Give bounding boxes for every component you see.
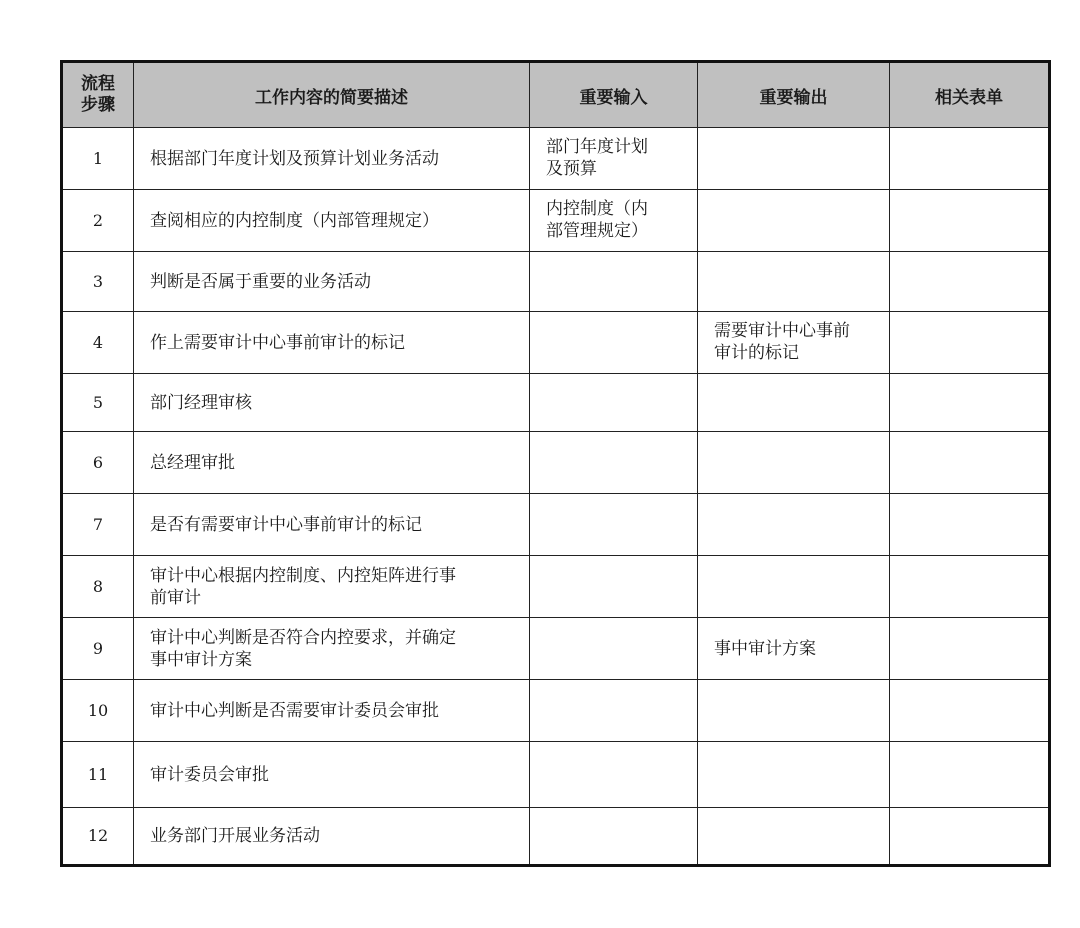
cell-output	[698, 312, 890, 374]
table-header-row	[62, 62, 1050, 128]
cell-forms	[890, 618, 1050, 680]
cell-description-text: 是否有需要审计中心事前审计的标记	[150, 514, 422, 535]
header-description: 工作内容的简要描述	[134, 62, 530, 128]
cell-description-text: 部门经理审核	[150, 392, 252, 413]
cell-output	[698, 190, 890, 252]
cell-description-text: 业务部门开展业务活动	[150, 826, 320, 846]
cell-forms	[890, 374, 1050, 432]
header-input: 重要输入	[530, 62, 698, 128]
cell-forms	[890, 252, 1050, 312]
cell-description-text: 根据部门年度计划及预算计划业务活动	[150, 148, 439, 169]
cell-forms	[890, 742, 1050, 808]
cell-description	[134, 252, 530, 312]
cell-description	[134, 494, 530, 556]
cell-output-text: 需要审计中心事前 审计的标记	[714, 321, 850, 363]
cell-forms	[890, 680, 1050, 742]
table-row	[62, 128, 1050, 190]
cell-description-text: 总经理审批	[150, 452, 235, 473]
cell-output	[698, 252, 890, 312]
header-output: 重要输出	[698, 62, 890, 128]
cell-description	[134, 128, 530, 190]
cell-output	[698, 618, 890, 680]
cell-description-text: 审计中心根据内控制度、内控矩阵进行事 前审计	[150, 565, 456, 608]
cell-output	[698, 128, 890, 190]
cell-description-text: 审计委员会审批	[150, 764, 269, 785]
cell-input	[530, 190, 698, 252]
cell-forms	[890, 312, 1050, 374]
cell-step	[62, 128, 134, 190]
cell-forms	[890, 190, 1050, 252]
cell-forms	[890, 808, 1050, 866]
cell-forms	[890, 556, 1050, 618]
header-step: 流程 步骤	[62, 62, 134, 128]
cell-step	[62, 618, 134, 680]
cell-forms	[890, 432, 1050, 494]
table-row	[62, 190, 1050, 252]
cell-input	[530, 252, 698, 312]
cell-description	[134, 556, 530, 618]
cell-output	[698, 494, 890, 556]
cell-description	[134, 808, 530, 866]
cell-input	[530, 494, 698, 556]
table-row	[62, 556, 1050, 618]
cell-description	[134, 190, 530, 252]
cell-step	[62, 680, 134, 742]
cell-description	[134, 312, 530, 374]
cell-forms	[890, 128, 1050, 190]
table-row	[62, 494, 1050, 556]
cell-input-text: 部门年度计划 及预算	[546, 137, 648, 179]
cell-output	[698, 680, 890, 742]
header-forms: 相关表单	[890, 62, 1050, 128]
cell-step-text: 2	[92, 210, 104, 230]
cell-output	[698, 556, 890, 618]
cell-step	[62, 432, 134, 494]
cell-description	[134, 618, 530, 680]
cell-step	[62, 494, 134, 556]
cell-step-text: 3	[92, 271, 104, 291]
cell-output	[698, 808, 890, 866]
cell-input	[530, 808, 698, 866]
table-row	[62, 808, 1050, 866]
cell-input	[530, 128, 698, 190]
table-row	[62, 432, 1050, 494]
cell-step-text: 6	[92, 452, 104, 472]
cell-step-text: 8	[92, 576, 104, 596]
cell-description-text: 判断是否属于重要的业务活动	[150, 271, 371, 292]
cell-output	[698, 432, 890, 494]
cell-step-text: 4	[92, 332, 104, 352]
cell-description-text: 查阅相应的内控制度（内部管理规定）	[150, 210, 439, 231]
table-row	[62, 252, 1050, 312]
cell-step	[62, 556, 134, 618]
cell-input	[530, 432, 698, 494]
cell-step-text: 12	[87, 826, 109, 845]
cell-output-text: 事中审计方案	[714, 638, 816, 659]
cell-description-text: 审计中心判断是否需要审计委员会审批	[150, 700, 439, 721]
cell-step-text: 7	[92, 514, 104, 534]
cell-step	[62, 374, 134, 432]
cell-description-text: 作上需要审计中心事前审计的标记	[150, 332, 405, 353]
process-table	[60, 60, 1051, 867]
cell-forms	[890, 494, 1050, 556]
cell-step	[62, 252, 134, 312]
cell-step	[62, 190, 134, 252]
cell-output	[698, 374, 890, 432]
table-row	[62, 312, 1050, 374]
cell-description	[134, 742, 530, 808]
table-row	[62, 742, 1050, 808]
cell-step-text: 1	[92, 148, 104, 168]
cell-step-text: 11	[87, 764, 109, 784]
cell-step-text: 10	[87, 700, 109, 720]
cell-input	[530, 556, 698, 618]
cell-description	[134, 432, 530, 494]
cell-description	[134, 680, 530, 742]
cell-input	[530, 374, 698, 432]
cell-description	[134, 374, 530, 432]
table-row	[62, 680, 1050, 742]
cell-output	[698, 742, 890, 808]
table-row	[62, 374, 1050, 432]
cell-step	[62, 742, 134, 808]
table-row	[62, 618, 1050, 680]
cell-description-text: 审计中心判断是否符合内控要求，并确定 事中审计方案	[150, 627, 456, 670]
cell-input	[530, 312, 698, 374]
cell-input	[530, 742, 698, 808]
cell-input-text: 内控制度（内 部管理规定）	[546, 199, 648, 241]
cell-step	[62, 808, 134, 866]
cell-input	[530, 618, 698, 680]
cell-step-text: 5	[92, 392, 104, 412]
process-table-container	[60, 60, 1048, 867]
cell-input	[530, 680, 698, 742]
cell-step-text: 9	[92, 638, 104, 658]
cell-step	[62, 312, 134, 374]
